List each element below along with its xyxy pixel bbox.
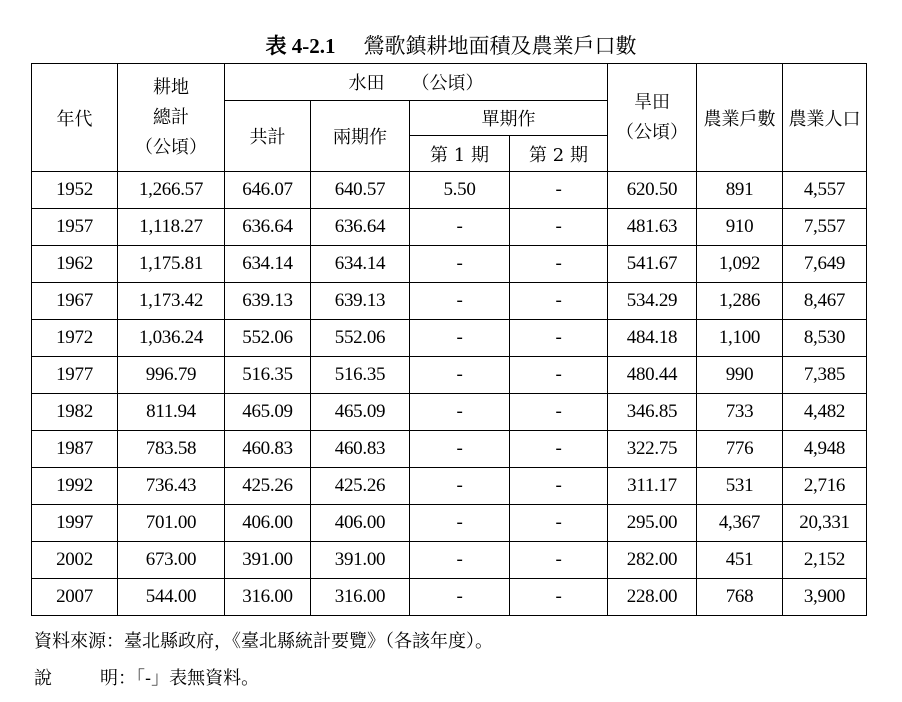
header-population: 農業人口 — [783, 64, 867, 172]
cell-second-period: - — [510, 246, 608, 283]
cell-population: 7,557 — [783, 209, 867, 246]
cell-population: 3,900 — [783, 579, 867, 616]
header-total-line3: （公頃） — [135, 136, 207, 158]
table-row — [32, 172, 867, 209]
cell-second-period: - — [510, 357, 608, 394]
cell-population: 8,530 — [783, 320, 867, 357]
cell-year: 1957 — [32, 209, 118, 246]
cell-double-crop: 391.00 — [311, 542, 410, 579]
cell-first-period: - — [410, 542, 510, 579]
cell-year: 1972 — [32, 320, 118, 357]
cell-year: 1977 — [32, 357, 118, 394]
cell-first-period: - — [410, 320, 510, 357]
cell-second-period: - — [510, 431, 608, 468]
table-title — [0, 30, 902, 60]
table-row — [32, 505, 867, 542]
cell-total: 1,175.81 — [118, 246, 225, 283]
cell-first-period: 5.50 — [410, 172, 510, 209]
cell-dry: 541.67 — [608, 246, 697, 283]
cell-second-period: - — [510, 579, 608, 616]
cell-population: 7,649 — [783, 246, 867, 283]
cell-paddy-total: 552.06 — [225, 320, 311, 357]
cell-total: 736.43 — [118, 468, 225, 505]
cell-first-period: - — [410, 505, 510, 542]
explanation-label: 說 — [34, 668, 52, 689]
table-row — [32, 246, 867, 283]
cell-second-period: - — [510, 320, 608, 357]
explanation-note — [34, 664, 259, 690]
cell-first-period: - — [410, 209, 510, 246]
cell-households: 1,100 — [697, 320, 783, 357]
cell-second-period: - — [510, 542, 608, 579]
cell-double-crop: 465.09 — [311, 394, 410, 431]
cell-dry: 322.75 — [608, 431, 697, 468]
table-row — [32, 209, 867, 246]
cell-population: 8,467 — [783, 283, 867, 320]
cell-double-crop: 460.83 — [311, 431, 410, 468]
cell-households: 910 — [697, 209, 783, 246]
farmland-table — [31, 63, 867, 616]
source-note: 資料來源：臺北縣政府，《臺北縣統計要覽》（各該年度）。 — [34, 631, 493, 652]
cell-second-period: - — [510, 172, 608, 209]
cell-households: 733 — [697, 394, 783, 431]
table-row — [32, 431, 867, 468]
cell-second-period: - — [510, 468, 608, 505]
cell-dry: 295.00 — [608, 505, 697, 542]
cell-first-period: - — [410, 283, 510, 320]
cell-dry: 484.18 — [608, 320, 697, 357]
cell-population: 7,385 — [783, 357, 867, 394]
cell-dry: 346.85 — [608, 394, 697, 431]
cell-population: 2,152 — [783, 542, 867, 579]
cell-dry: 481.63 — [608, 209, 697, 246]
header-total-line1: 耕地 — [153, 76, 189, 98]
header-dry-line2: （公頃） — [616, 121, 688, 143]
cell-double-crop: 636.64 — [311, 209, 410, 246]
cell-total: 544.00 — [118, 579, 225, 616]
cell-year: 1987 — [32, 431, 118, 468]
table-number: 表 4-2.1 — [265, 34, 336, 58]
cell-paddy-total: 425.26 — [225, 468, 311, 505]
cell-paddy-total: 406.00 — [225, 505, 311, 542]
cell-households: 451 — [697, 542, 783, 579]
cell-first-period: - — [410, 394, 510, 431]
header-single-crop: 單期作 — [410, 101, 608, 136]
header-year: 年代 — [32, 64, 118, 172]
cell-paddy-total: 391.00 — [225, 542, 311, 579]
cell-double-crop: 316.00 — [311, 579, 410, 616]
header-first-period: 第 1 期 — [410, 136, 510, 172]
cell-households: 891 — [697, 172, 783, 209]
cell-double-crop: 425.26 — [311, 468, 410, 505]
cell-households: 531 — [697, 468, 783, 505]
cell-double-crop: 552.06 — [311, 320, 410, 357]
cell-dry: 620.50 — [608, 172, 697, 209]
header-households: 農業戶數 — [697, 64, 783, 172]
cell-paddy-total: 465.09 — [225, 394, 311, 431]
cell-population: 4,948 — [783, 431, 867, 468]
header-dry-line1: 旱田 — [634, 91, 670, 113]
cell-first-period: - — [410, 357, 510, 394]
table-row — [32, 542, 867, 579]
cell-households: 990 — [697, 357, 783, 394]
cell-second-period: - — [510, 394, 608, 431]
cell-double-crop: 516.35 — [311, 357, 410, 394]
cell-paddy-total: 516.35 — [225, 357, 311, 394]
cell-total: 996.79 — [118, 357, 225, 394]
cell-population: 4,482 — [783, 394, 867, 431]
table-title-text: 鶯歌鎮耕地面積及農業戶口數 — [363, 34, 637, 58]
cell-total: 811.94 — [118, 394, 225, 431]
cell-dry: 311.17 — [608, 468, 697, 505]
cell-households: 4,367 — [697, 505, 783, 542]
cell-dry: 228.00 — [608, 579, 697, 616]
cell-households: 776 — [697, 431, 783, 468]
cell-year: 1952 — [32, 172, 118, 209]
header-total-line2: 總計 — [153, 106, 189, 128]
table-row — [32, 394, 867, 431]
cell-year: 1992 — [32, 468, 118, 505]
cell-year: 2002 — [32, 542, 118, 579]
cell-total: 783.58 — [118, 431, 225, 468]
cell-second-period: - — [510, 283, 608, 320]
cell-first-period: - — [410, 246, 510, 283]
header-paddy-total: 共計 — [225, 101, 311, 172]
cell-paddy-total: 646.07 — [225, 172, 311, 209]
table-row — [32, 357, 867, 394]
cell-dry: 282.00 — [608, 542, 697, 579]
cell-double-crop: 406.00 — [311, 505, 410, 542]
table-row — [32, 468, 867, 505]
cell-total: 673.00 — [118, 542, 225, 579]
cell-paddy-total: 636.64 — [225, 209, 311, 246]
header-total — [118, 64, 225, 172]
table-row — [32, 283, 867, 320]
cell-double-crop: 639.13 — [311, 283, 410, 320]
header-paddy: 水田 （公頃） — [225, 64, 608, 101]
cell-first-period: - — [410, 468, 510, 505]
cell-double-crop: 634.14 — [311, 246, 410, 283]
cell-paddy-total: 639.13 — [225, 283, 311, 320]
header-double-crop: 兩期作 — [311, 101, 410, 172]
cell-total: 701.00 — [118, 505, 225, 542]
cell-year: 2007 — [32, 579, 118, 616]
cell-total: 1,036.24 — [118, 320, 225, 357]
cell-total: 1,266.57 — [118, 172, 225, 209]
cell-population: 20,331 — [783, 505, 867, 542]
cell-second-period: - — [510, 209, 608, 246]
cell-dry: 534.29 — [608, 283, 697, 320]
cell-paddy-total: 634.14 — [225, 246, 311, 283]
cell-population: 2,716 — [783, 468, 867, 505]
cell-households: 768 — [697, 579, 783, 616]
cell-first-period: - — [410, 431, 510, 468]
cell-paddy-total: 316.00 — [225, 579, 311, 616]
cell-dry: 480.44 — [608, 357, 697, 394]
header-second-period: 第 2 期 — [510, 136, 608, 172]
header-dry — [608, 64, 697, 172]
cell-households: 1,092 — [697, 246, 783, 283]
cell-total: 1,173.42 — [118, 283, 225, 320]
cell-second-period: - — [510, 505, 608, 542]
cell-year: 1982 — [32, 394, 118, 431]
cell-first-period: - — [410, 579, 510, 616]
table-row — [32, 320, 867, 357]
cell-double-crop: 640.57 — [311, 172, 410, 209]
cell-population: 4,557 — [783, 172, 867, 209]
cell-year: 1967 — [32, 283, 118, 320]
explanation-text: 明：「-」表無資料。 — [100, 668, 260, 689]
cell-paddy-total: 460.83 — [225, 431, 311, 468]
cell-total: 1,118.27 — [118, 209, 225, 246]
cell-year: 1997 — [32, 505, 118, 542]
cell-households: 1,286 — [697, 283, 783, 320]
table-row — [32, 579, 867, 616]
cell-year: 1962 — [32, 246, 118, 283]
